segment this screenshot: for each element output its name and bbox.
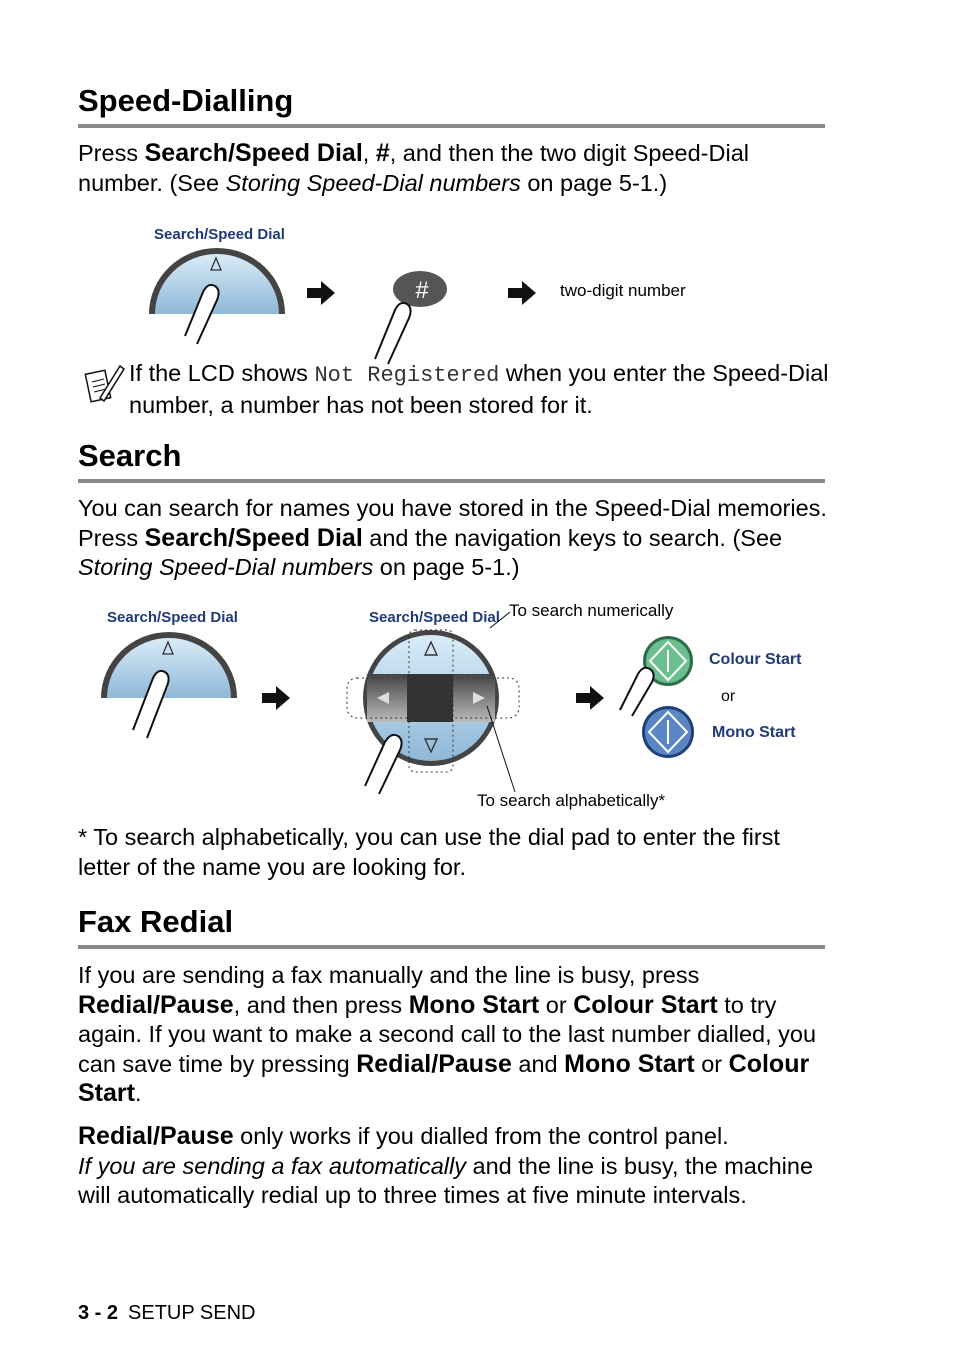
bold-search-speed-dial: Search/Speed Dial (144, 523, 363, 552)
bold-redial-pause: Redial/Pause (78, 990, 234, 1019)
search-speed-dial-button-illustration (97, 628, 242, 738)
diagram2-button-label-2: Search/Speed Dial (369, 609, 500, 626)
note-lcd-not-registered (129, 359, 829, 420)
text: Press (78, 140, 145, 166)
text: on page 5-1.) (520, 169, 668, 196)
text: , and then press (233, 991, 409, 1018)
mono-start-label: Mono Start (712, 724, 796, 741)
navigation-dial-illustration (345, 622, 525, 792)
heading-fax-redial: Fax Redial (78, 905, 825, 949)
to-search-numerically-label: To search numerically (509, 601, 674, 620)
heading-search: Search (78, 439, 825, 483)
diagram1-button-label: Search/Speed Dial (154, 226, 285, 243)
bold-redial-pause: Redial/Pause (78, 1122, 234, 1150)
search-speed-dial-button-illustration (145, 244, 290, 344)
text: and the navigation keys to search. (See (362, 524, 783, 551)
text: If you are sending a fax manually and the line is busy, press (78, 962, 700, 988)
section-name: SETUP SEND (128, 1302, 256, 1324)
page-footer (78, 1302, 255, 1325)
fax-redial-paragraph-1 (78, 961, 838, 1109)
search-footnote: * To search alphabetically, you can use the dial pad to enter the first letter of the name you are looking for. (78, 824, 780, 880)
lcd-message: Not Registered (314, 363, 500, 388)
fax-redial-paragraph-2 (78, 1122, 838, 1211)
arrow-right-icon (262, 686, 290, 710)
hash-key-illustration (370, 264, 460, 364)
bold-hash: # (375, 139, 390, 167)
colour-start-label: Colour Start (709, 651, 802, 668)
speed-dialling-paragraph (78, 139, 838, 198)
bold-mono-start: Mono Start (408, 990, 540, 1019)
text: and (511, 1050, 565, 1077)
text: . (134, 1080, 142, 1106)
colour-start-button-illustration (616, 634, 698, 716)
text: You can search for names you have stored in the Speed-Dial memories. Press (78, 495, 827, 551)
bold-redial-pause: Redial/Pause (356, 1049, 512, 1078)
bold-colour-start: Colour Start (78, 1049, 810, 1107)
page-number: 3 - 2 (78, 1302, 119, 1324)
bold-mono-start: Mono Start (564, 1049, 695, 1078)
text: on page 5-1.) (373, 554, 520, 580)
text: or (539, 991, 574, 1018)
text: when you enter the Speed-Dial number, a number has not been stored for it. (129, 360, 829, 418)
mono-start-button-illustration (641, 705, 697, 761)
to-search-alphabetically-label: To search alphabetically* (477, 791, 666, 810)
italic-ref: Storing Speed-Dial numbers (225, 169, 521, 196)
note-pencil-icon (86, 362, 126, 406)
text: only works if you dialled from the control panel. (233, 1123, 729, 1149)
bold-search-speed-dial: Search/Speed Dial (144, 139, 363, 167)
text: If the LCD shows (129, 360, 315, 386)
text: or (694, 1050, 729, 1077)
diagram2-button-label-1: Search/Speed Dial (107, 609, 238, 626)
hash-key-label: # (415, 277, 429, 304)
text: and the line is busy, the machine will automatically redial up to three times at five minute intervals. (78, 1152, 814, 1208)
arrow-right-icon (508, 281, 536, 305)
search-paragraph (78, 494, 838, 583)
text: , (362, 140, 376, 166)
arrow-right-icon (576, 686, 604, 710)
heading-speed-dialling: Speed-Dialling (78, 84, 825, 128)
arrow-right-icon (307, 281, 335, 305)
or-label: or (721, 688, 736, 705)
text: , and then the two digit Speed-Dial number. (See (78, 140, 749, 196)
bold-colour-start: Colour Start (573, 990, 718, 1019)
italic-ref: Storing Speed-Dial numbers (78, 554, 374, 580)
italic-text: If you are sending a fax automatically (78, 1152, 466, 1179)
text: to try again. If you want to make a second call to the last number dialled, you can save time by pressing (78, 991, 817, 1077)
two-digit-number-label: two-digit number (560, 281, 686, 300)
